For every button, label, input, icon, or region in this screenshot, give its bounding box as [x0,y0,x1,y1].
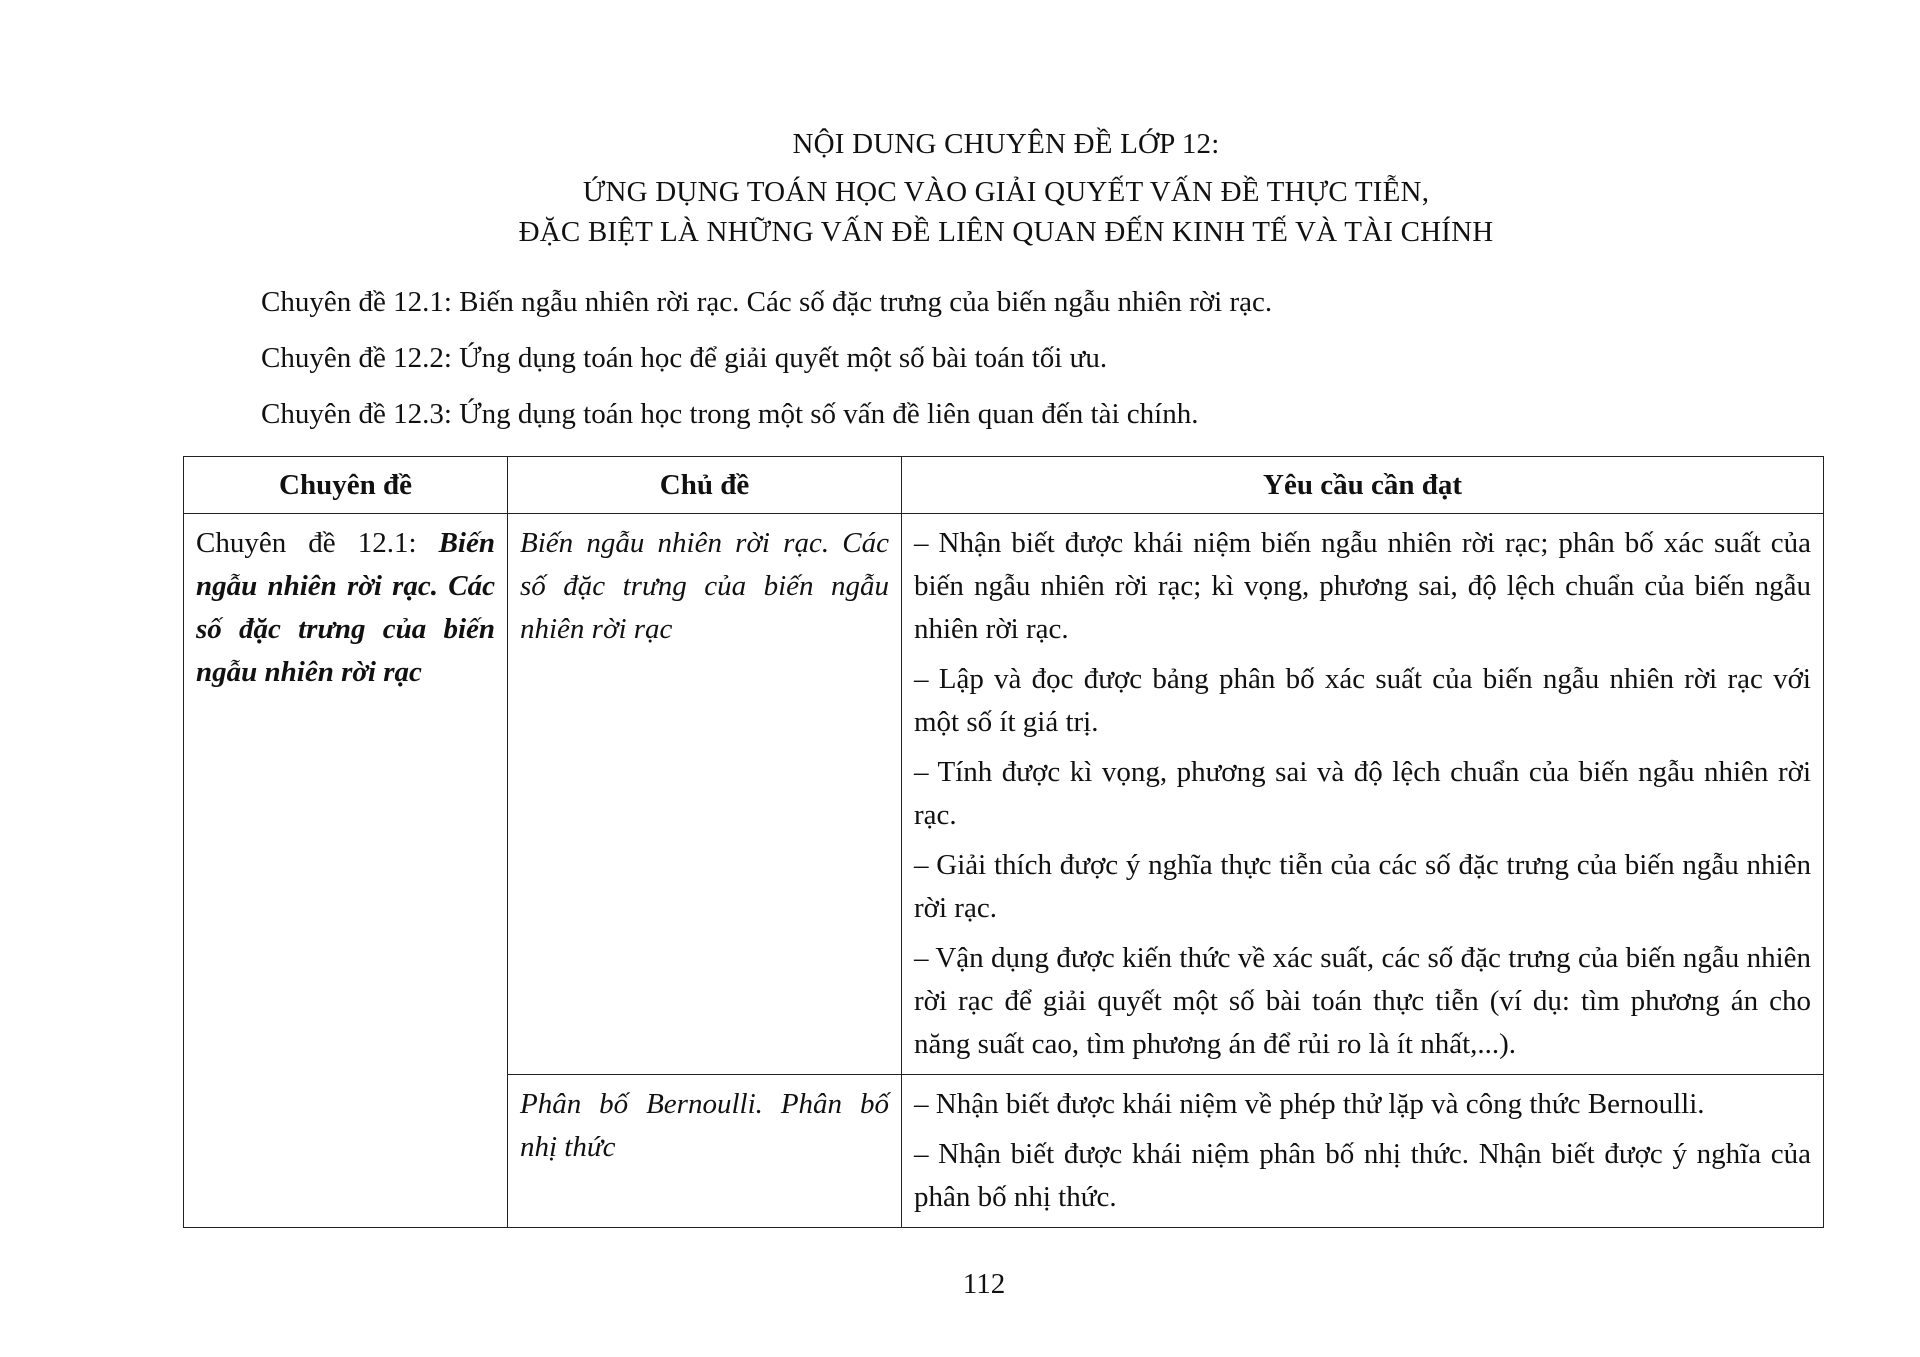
subtopic-text: Phân bố Bernoulli. Phân bố nhị thức [520,1088,889,1163]
header-topic: Chuyên đề [184,457,508,514]
page-number-text: 112 [962,1268,1006,1300]
document-title [0,124,1920,252]
requirement-item: – Vận dụng được kiến thức về xác suất, các số đặc trưng của biến ngẫu nhiên rời rạc để giải quyết một số bài toán thực tiễn (ví dụ: tìm phương án cho năng suất cao, tìm phương án để rủi ro là ít nhất,...). [914,942,1811,1060]
header-subtopic: Chủ đề [508,457,902,514]
subtopic-text: Biến ngẫu nhiên rời rạc. Các số đặc trưng của biến ngẫu nhiên rời rạc [520,527,889,645]
topic-title: Biến ngẫu nhiên rời rạc. Các số đặc trưng của biến ngẫu nhiên rời rạc [196,527,495,688]
topic-prefix: Chuyên đề 12.1: [196,527,439,559]
requirement-item: – Nhận biết được khái niệm về phép thử lặp và công thức Bernoulli. [914,1088,1705,1120]
curriculum-table-container [183,456,1823,1228]
topic-list-item: Chuyên đề 12.2: Ứng dụng toán học để giải quyết một số bài toán tối ưu. [261,342,1108,374]
title-line-3: ĐẶC BIỆT LÀ NHỮNG VẤN ĐỀ LIÊN QUAN ĐẾN KINH TẾ VÀ TÀI CHÍNH [518,216,1494,248]
requirement-item: – Tính được kì vọng, phương sai và độ lệch chuẩn của biến ngẫu nhiên rời rạc. [914,756,1811,831]
table-header-row [184,457,1824,514]
subtopic-cell [508,514,902,1075]
topic-list-item: Chuyên đề 12.1: Biến ngẫu nhiên rời rạc. Các số đặc trưng của biến ngẫu nhiên rời rạc. [261,286,1273,318]
topic-list [261,282,1821,450]
topic-cell [184,514,508,1228]
requirement-item: – Nhận biết được khái niệm phân bố nhị thức. Nhận biết được ý nghĩa của phân bố nhị thức. [914,1138,1811,1213]
requirement-item: – Nhận biết được khái niệm biến ngẫu nhiên rời rạc; phân bố xác suất của biến ngẫu nhiên rời rạc; kì vọng, phương sai, độ lệch chuẩn của biến ngẫu nhiên rời rạc. [914,527,1811,645]
subtopic-cell [508,1075,902,1228]
page-number [0,1268,1920,1301]
title-line-2: ỨNG DỤNG TOÁN HỌC VÀO GIẢI QUYẾT VẤN ĐỀ THỰC TIỄN, [582,176,1430,208]
requirements-cell [902,514,1824,1075]
table-row [184,514,1824,1075]
requirements-cell [902,1075,1824,1228]
curriculum-table [183,456,1824,1228]
header-requirements: Yêu cầu cần đạt [902,457,1824,514]
title-line-1: NỘI DUNG CHUYÊN ĐỀ LỚP 12: [792,128,1220,160]
topic-list-item: Chuyên đề 12.3: Ứng dụng toán học trong một số vấn đề liên quan đến tài chính. [261,398,1199,430]
requirement-item: – Giải thích được ý nghĩa thực tiễn của các số đặc trưng của biến ngẫu nhiên rời rạc. [914,849,1811,924]
requirement-item: – Lập và đọc được bảng phân bố xác suất của biến ngẫu nhiên rời rạc với một số ít giá trị. [914,663,1811,738]
